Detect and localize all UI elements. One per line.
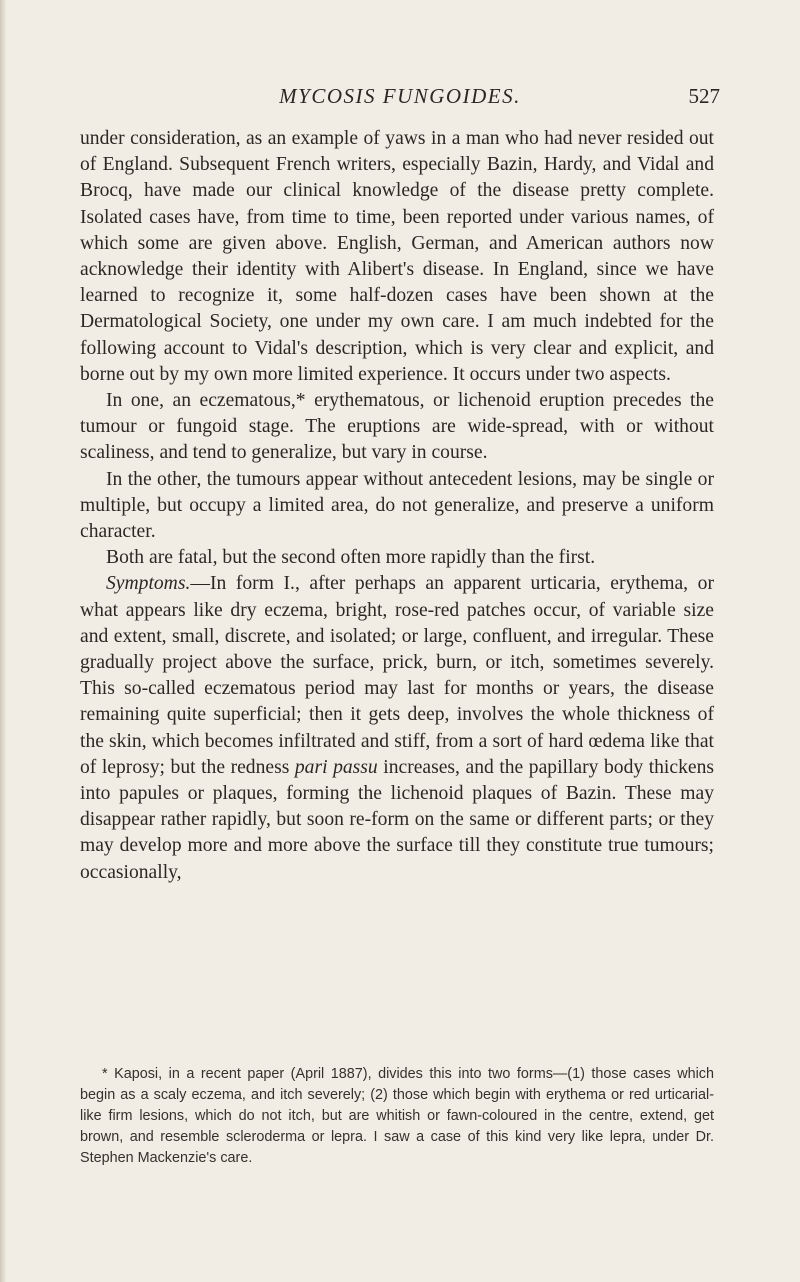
symptoms-text-part2: increases, and the papillary body thickens into papules or plaques, forming the lichenoid plaques of Bazin. These may disappear rather rapidly, but soon re-form on the same or different parts; or they may develop more and more above the surface till they constitute true tumours; occasionally, <box>80 756 714 883</box>
symptoms-italic-phrase: pari passu <box>294 756 378 778</box>
paragraph-fatal: Both are fatal, but the second often more rapidly than the first. <box>106 547 596 569</box>
page-edge <box>0 0 6 1282</box>
paragraph-form-one: In one, an eczematous,* erythematous, or lichenoid eruption precedes the tumour or fungoid stage. The eruptions are wide-spread, with or without scaliness, and tend to generalize, but vary in course. <box>80 390 714 464</box>
running-header <box>80 82 720 112</box>
body-text <box>80 126 714 886</box>
paragraph-symptoms <box>80 571 714 885</box>
footnote <box>80 1064 714 1169</box>
symptoms-text-part1: —In form I., after perhaps an apparent urticaria, erythema, or what appears like dry eczema, bright, rose-red patches occur, of variable size and extent, small, discrete, and isolated; or large, confluent, and irregular. These gradually project above the surface, prick, burn, or itch, sometimes severely. This so-called eczematous period may last for months or years, the disease remaining quite superficial; then it gets deep, involves the whole thickness of the skin, which becomes infiltrated and stiff, from a sort of hard œdema like that of leprosy; but the redness <box>80 573 714 778</box>
running-title: MYCOSIS FUNGOIDES. <box>279 84 521 108</box>
footnote-text: * Kaposi, in a recent paper (April 1887), divides this into two forms—(1) those cases which begin as a scaly eczema, and itch severely; (2) those which begin with erythema or red urticarial-like firm lesions, which do not itch, but are whitish or fawn-coloured in the centre, extend, get brown, and resemble scleroderma or lepra. I saw a case of this kind very like lepra, under Dr. Stephen Mackenzie's care. <box>80 1066 714 1166</box>
paragraph-continuation: under consideration, as an example of yaws in a man who had never resided out of England. Subsequent French writers, especially Bazin, Hardy, and Vidal and Brocq, have made our clinical knowledge of the disease pretty complete. Isolated cases have, from time to time, been reported under various names, of which some are given above. English, German, and American authors now acknowledge their identity with Alibert's disease. In England, since we have learned to recognize it, some half-dozen cases have been shown at the Dermatological Society, one under my own care. I am much indebted for the following account to Vidal's description, which is very clear and explicit, and borne out by my own more limited experience. It occurs under two aspects. <box>80 128 714 385</box>
symptoms-heading: Symptoms. <box>106 573 191 595</box>
page-number: 527 <box>688 84 720 108</box>
paragraph-form-two: In the other, the tumours appear without antecedent lesions, may be single or multiple, but occupy a limited area, do not generalize, and preserve a uniform character. <box>80 468 714 543</box>
